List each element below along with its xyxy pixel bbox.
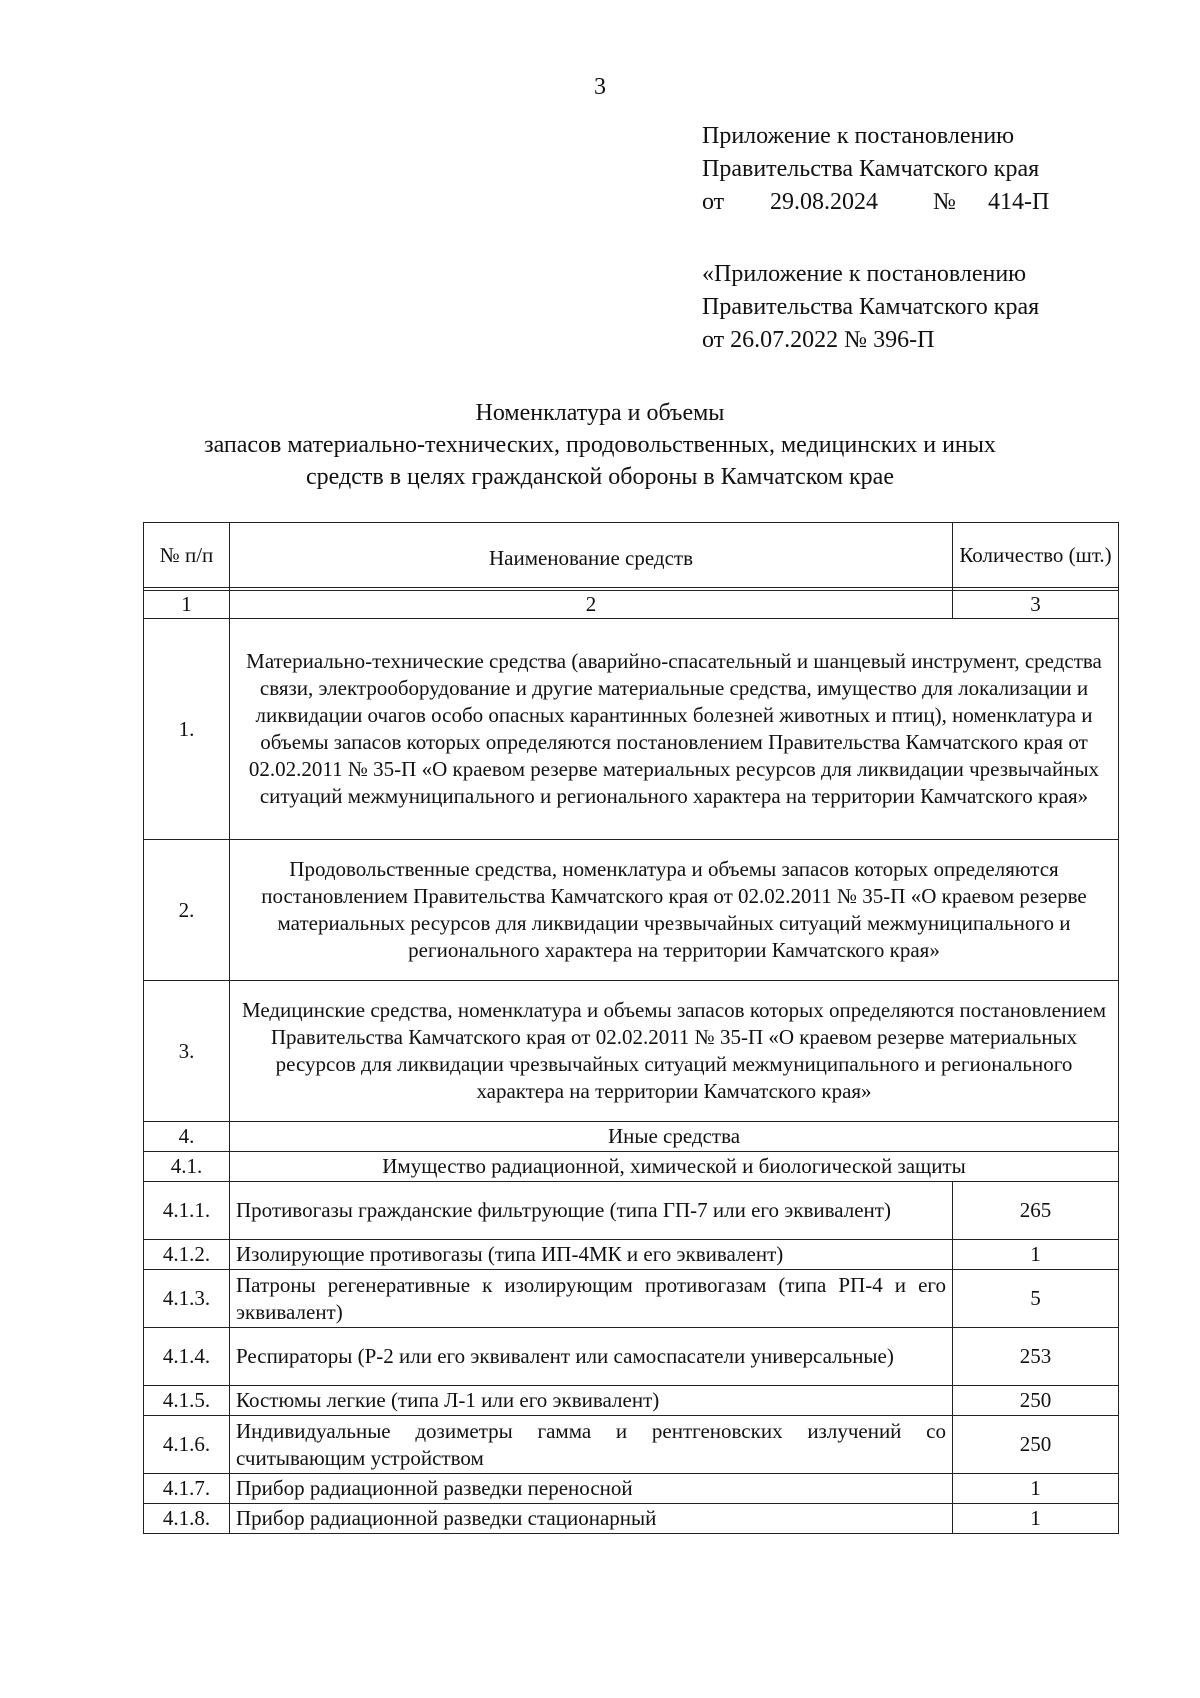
item-qty: 253 bbox=[953, 1328, 1119, 1386]
item-name: Прибор радиационной разведки стационарный bbox=[230, 1504, 953, 1534]
section-text: Материально-технические средства (аварийно-спасательный и шанцевый инструмент, средства связи, электрооборудование и другие материальные средства, имущество для локализации и ликвидации очагов особо опасных карантинных болезней животных и птиц), номенклатура и объемы запасов которых определяются постановлением Правительства Камчатского края от 02.02.2011 № 35-П «О краевом резерве материальных ресурсов для ликвидации чрезвычайных ситуаций межмуниципального и регионального характера на территории Камчатского края» bbox=[230, 619, 1119, 840]
item-num: 4.1.2. bbox=[144, 1240, 230, 1270]
item-name: Патроны регенеративные к изолирующим противогазам (типа РП-4 и его эквивалент) bbox=[230, 1270, 953, 1328]
item-qty: 1 bbox=[953, 1504, 1119, 1534]
section-text: Медицинские средства, номенклатура и объемы запасов которых определяются постановлением Правительства Камчатского края от 02.02.2011 № 35-П «О краевом резерве материальных ресурсов для ликвидации чрезвычайных ситуаций межмуниципального и регионального характера на территории Камчатского края» bbox=[230, 981, 1119, 1122]
item-qty: 5 bbox=[953, 1270, 1119, 1328]
header-qty: Количество (шт.) bbox=[953, 523, 1119, 588]
section-num: 4.1. bbox=[144, 1152, 230, 1182]
section-row bbox=[144, 1122, 1119, 1152]
section-text: Имущество радиационной, химической и биологической защиты bbox=[230, 1152, 1119, 1182]
item-row bbox=[144, 1474, 1119, 1504]
column-number: 2 bbox=[230, 591, 953, 619]
header-name: Наименование средств bbox=[230, 523, 953, 588]
header-num: № п/п bbox=[144, 523, 230, 588]
item-name: Индивидуальные дозиметры гамма и рентгеновских излучений со считывающим устройством bbox=[230, 1416, 953, 1474]
appendix-original-line3: от 26.07.2022 № 396-П bbox=[702, 327, 935, 353]
item-qty: 1 bbox=[953, 1240, 1119, 1270]
section-num: 3. bbox=[144, 981, 230, 1122]
section-row bbox=[144, 981, 1119, 1122]
item-row bbox=[144, 1270, 1119, 1328]
item-qty: 250 bbox=[953, 1416, 1119, 1474]
item-qty: 1 bbox=[953, 1474, 1119, 1504]
appendix-current bbox=[702, 120, 1049, 219]
item-name: Респираторы (Р-2 или его эквивалент или самоспасатели универсальные) bbox=[230, 1328, 953, 1386]
item-num: 4.1.4. bbox=[144, 1328, 230, 1386]
item-num: 4.1.8. bbox=[144, 1504, 230, 1534]
appendix-current-date-line bbox=[702, 186, 1049, 219]
column-number: 1 bbox=[144, 591, 230, 619]
nomenclature-table bbox=[143, 522, 1119, 1534]
appendix-original bbox=[702, 258, 1039, 357]
appendix-current-line1: Приложение к постановлению bbox=[702, 123, 1015, 149]
appendix-original-line1: «Приложение к постановлению bbox=[702, 261, 1027, 287]
title-line3: средств в целях гражданской обороны в Камчатском крае bbox=[306, 464, 894, 490]
item-row bbox=[144, 1386, 1119, 1416]
item-name: Противогазы гражданские фильтрующие (типа ГП-7 или его эквивалент) bbox=[230, 1182, 953, 1240]
item-num: 4.1.7. bbox=[144, 1474, 230, 1504]
item-num: 4.1.6. bbox=[144, 1416, 230, 1474]
number-sign: № bbox=[933, 189, 956, 215]
section-num: 1. bbox=[144, 619, 230, 840]
item-name: Костюмы легкие (типа Л-1 или его эквивалент) bbox=[230, 1386, 953, 1416]
resolution-date: 29.08.2024 bbox=[770, 189, 878, 215]
title-line1: Номенклатура и объемы bbox=[475, 400, 725, 426]
column-numbers-row bbox=[144, 591, 1119, 619]
section-text: Иные средства bbox=[230, 1122, 1119, 1152]
item-qty: 265 bbox=[953, 1182, 1119, 1240]
section-num: 4. bbox=[144, 1122, 230, 1152]
item-num: 4.1.3. bbox=[144, 1270, 230, 1328]
item-row bbox=[144, 1504, 1119, 1534]
title-line2: запасов материально-технических, продовольственных, медицинских и иных bbox=[204, 432, 996, 458]
item-row bbox=[144, 1240, 1119, 1270]
section-row bbox=[144, 619, 1119, 840]
table-header-row bbox=[144, 523, 1119, 588]
item-num: 4.1.5. bbox=[144, 1386, 230, 1416]
item-qty: 250 bbox=[953, 1386, 1119, 1416]
item-name: Прибор радиационной разведки переносной bbox=[230, 1474, 953, 1504]
item-num: 4.1.1. bbox=[144, 1182, 230, 1240]
appendix-original-line2: Правительства Камчатского края bbox=[702, 294, 1040, 320]
item-row bbox=[144, 1182, 1119, 1240]
item-row bbox=[144, 1328, 1119, 1386]
page-number: 3 bbox=[594, 74, 606, 100]
section-row bbox=[144, 1152, 1119, 1182]
section-row bbox=[144, 840, 1119, 981]
section-text: Продовольственные средства, номенклатура и объемы запасов которых определяются постановлением Правительства Камчатского края от 02.02.2011 № 35-П «О краевом резерве материальных ресурсов для ликвидации чрезвычайных ситуаций межмуниципального и регионального характера на территории Камчатского края» bbox=[230, 840, 1119, 981]
resolution-number: 414-П bbox=[988, 189, 1050, 215]
appendix-current-line2: Правительства Камчатского края bbox=[702, 156, 1040, 182]
section-num: 2. bbox=[144, 840, 230, 981]
item-name: Изолирующие противогазы (типа ИП-4МК и его эквивалент) bbox=[230, 1240, 953, 1270]
column-number: 3 bbox=[953, 591, 1119, 619]
document-title bbox=[0, 397, 1200, 493]
item-row bbox=[144, 1416, 1119, 1474]
date-prefix: от bbox=[702, 189, 725, 215]
